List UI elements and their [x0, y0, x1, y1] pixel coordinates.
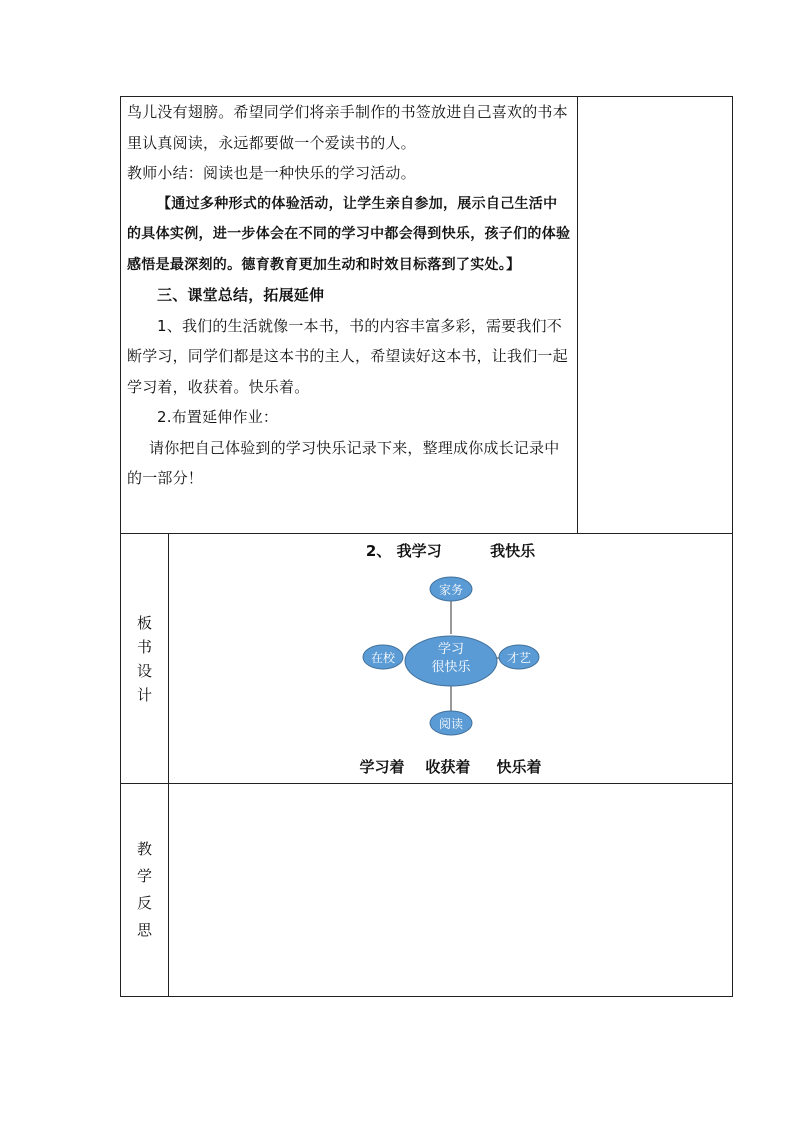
board-title-part1: 2、 我学习: [365, 542, 442, 560]
paragraph-homework-heading: 2.布置延伸作业：: [157, 408, 279, 426]
node-left-label: 在校: [370, 651, 396, 665]
paragraph-bookmark: 鸟儿没有翅膀。希望同学们将亲手制作的书签放进自己喜欢的书本里认真阅读，永远都要做一个爱读书的人。: [127, 103, 568, 152]
board-footer: 学习着 收获着 快乐着: [359, 758, 542, 776]
paragraph-teacher-summary: 教师小结：阅读也是一种快乐的学习活动。: [127, 164, 416, 182]
paragraph-summary: 1、我们的生活就像一本书，书的内容丰富多彩，需要我们不断学习，同学们都是这本书的主人，希望读好这本书，让我们一起学习着，收获着。快乐着。: [127, 316, 568, 396]
reflection-content-cell: [169, 784, 733, 997]
board-label-cell: [121, 534, 169, 784]
reflection-label-cell: [121, 784, 169, 997]
reflection-label: 教学反思: [136, 840, 152, 939]
center-node-line2: 很快乐: [431, 660, 471, 675]
notes-column-cell: [578, 97, 733, 534]
paragraph-design-note: 【通过多种形式的体验活动，让学生亲自参加，展示自己生活中的具体实例，进一步体会在不同的学习中都会得到快乐，孩子们的体验感悟是最深刻的。德育教育更加生动和时效目标落到了实处。】: [127, 195, 571, 273]
board-label: 板书设计: [136, 613, 152, 704]
lesson-plan-table: [120, 96, 733, 997]
node-top-label: 家务: [438, 583, 464, 597]
lesson-content-cell: [121, 97, 578, 534]
center-node-line1: 学习: [437, 642, 465, 657]
node-bottom-label: 阅读: [438, 717, 464, 731]
section-heading: 三、课堂总结，拓展延伸: [157, 286, 325, 304]
board-design-cell: [169, 534, 733, 784]
node-right-label: 才艺: [506, 651, 532, 665]
paragraph-homework: 请你把自己体验到的学习快乐记录下来，整理成你成长记录中的一部分！: [127, 438, 560, 487]
mind-map: [169, 534, 781, 784]
board-title-part2: 我快乐: [490, 542, 536, 560]
